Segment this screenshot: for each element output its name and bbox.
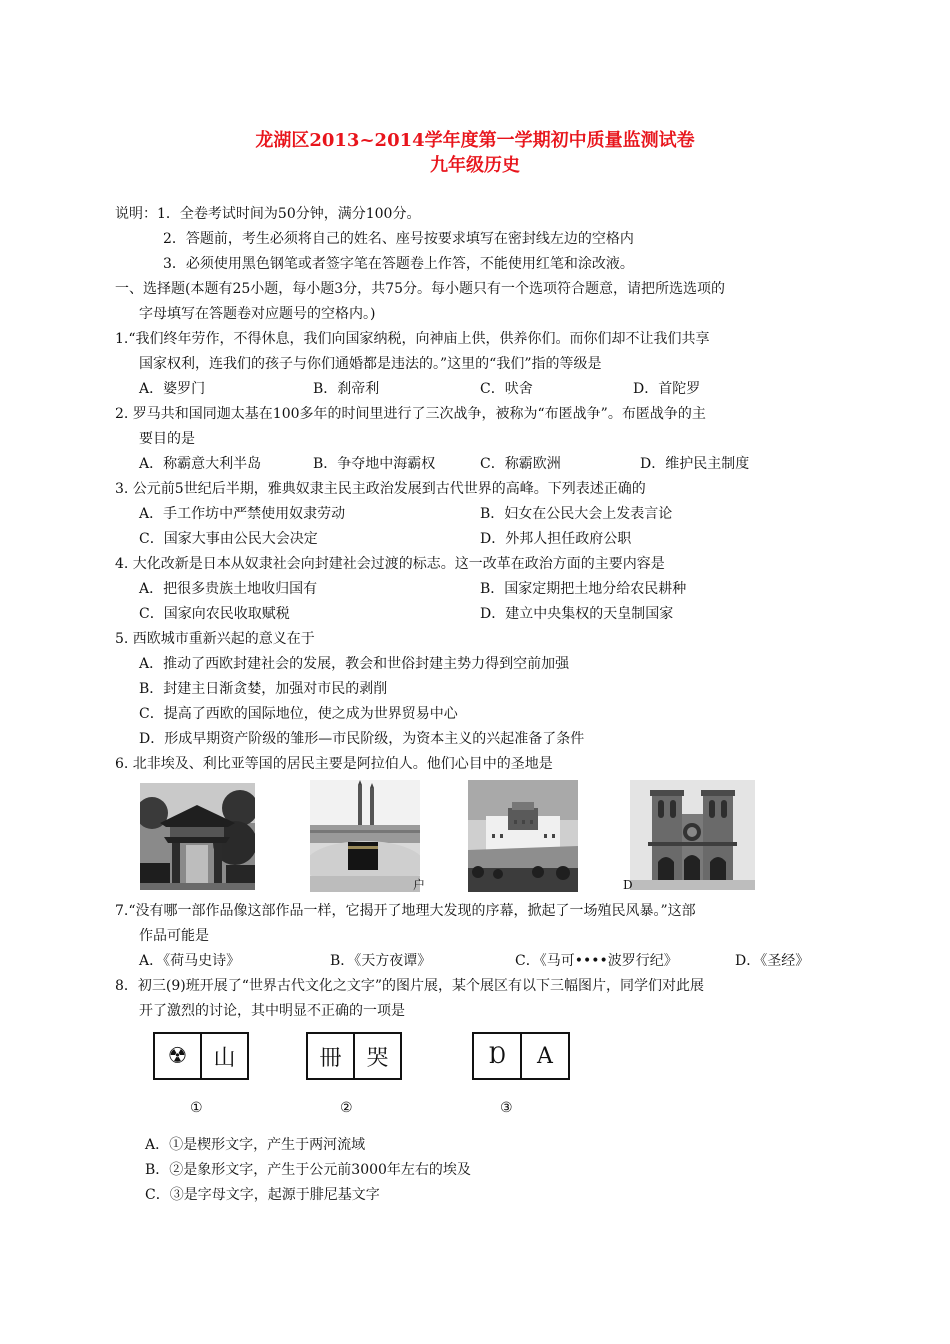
q5-option-c: C．提高了西欧的国际地位，使之成为世界贸易中心 [139, 706, 458, 722]
photo-chinese-archway [140, 783, 255, 890]
q4-option-b: B．国家定期把土地分给农民耕种 [480, 581, 687, 597]
script-sample-1 [153, 1032, 249, 1080]
q3-option-b: B．妇女在公民大会上发表言论 [480, 506, 673, 522]
q7-stem: 7.“没有哪一部作品像这部作品一样，它揭开了地理大发现的序幕，掀起了一场殖民风暴。”这部 [115, 903, 696, 919]
note-1: 说明：1．全卷考试时间为50分钟，满分100分。 [115, 206, 421, 222]
q1-stem-cont: 国家权利，连我们的孩子与你们通婚都是违法的。”这里的“我们”指的等级是 [139, 356, 602, 372]
q1-option-b: B．刹帝利 [313, 381, 380, 397]
q8-stem-cont: 开了激烈的讨论，其中明显不正确的一项是 [139, 1003, 405, 1019]
pic-label-d: D [623, 878, 633, 892]
q2-stem-cont: 要目的是 [139, 431, 195, 447]
q2-stem: 2. 罗马共和国同迦太基在100多年的时间里进行了三次战争，被称为“布匿战争”。布匿战争的主 [115, 406, 706, 422]
q2-option-d: D．维护民主制度 [640, 456, 750, 472]
q1-option-a: A．婆罗门 [139, 381, 206, 397]
photo-potala-palace [468, 780, 578, 892]
q1-option-d: D．首陀罗 [633, 381, 701, 397]
caption-2: ② [340, 1100, 353, 1116]
q8-option-c: C．③是字母文字，起源于腓尼基文字 [145, 1187, 380, 1203]
q2-option-c: C．称霸欧洲 [480, 456, 561, 472]
section-heading-cont: 字母填写在答题卷对应题号的空格内。) [139, 306, 376, 322]
glyph-1a: ☢ [167, 1043, 188, 1069]
q7-option-b: B．《天方夜谭》 [330, 953, 432, 969]
q2-option-a: A．称霸意大利半岛 [139, 456, 262, 472]
exam-subtitle: 九年级历史 [430, 155, 520, 176]
q4-option-a: A．把很多贵族土地收归国有 [139, 581, 318, 597]
q3-option-a: A．手工作坊中严禁使用奴隶劳动 [139, 506, 346, 522]
q5-option-a: A．推动了西欧封建社会的发展，教会和世俗封建主势力得到空前加强 [139, 656, 570, 672]
glyph-3b: A [520, 1034, 568, 1078]
pic-label-fragment: 户 [413, 878, 426, 892]
q8-stem: 8．初三(9)班开展了“世界古代文化之文字”的图片展，某个展区有以下三幅图片，同学们对此展 [115, 978, 705, 994]
glyph-2b: 哭 [353, 1034, 400, 1078]
section-heading: 一、选择题(本题有25小题，每小题3分，共75分。每小题只有一个选项符合题意，请把所选选项的 [115, 281, 725, 297]
q5-option-d: D．形成早期资产阶级的雏形—市民阶级，为资本主义的兴起准备了条件 [139, 731, 585, 747]
q8-option-b: B．②是象形文字，产生于公元前3000年左右的埃及 [145, 1162, 471, 1178]
q1-option-c: C．吠舍 [480, 381, 533, 397]
q3-option-c: C．国家大事由公民大会决定 [139, 531, 318, 547]
photo-notre-dame-cathedral [630, 780, 755, 890]
glyph-1b: 山 [200, 1034, 247, 1078]
q7-option-a: A．《荷马史诗》 [139, 953, 241, 969]
glyph-2a: 冊 [319, 1045, 342, 1071]
q4-option-d: D．建立中央集权的天皇制国家 [480, 606, 674, 622]
q4-stem: 4. 大化改新是日本从奴隶社会向封建社会过渡的标志。这一改革在政治方面的主要内容是 [115, 556, 665, 572]
photo-kaaba-mecca [310, 780, 420, 892]
q7-option-c: C．《马可••••波罗行纪》 [515, 953, 678, 969]
q6-stem: 6. 北非埃及、利比亚等国的居民主要是阿拉伯人。他们心目中的圣地是 [115, 756, 553, 772]
note-3: 3．必须使用黑色钢笔或者签字笔在答题卷上作答，不能使用红笔和涂改液。 [163, 256, 634, 272]
note-2: 2．答题前，考生必须将自己的姓名、座号按要求填写在密封线左边的空格内 [163, 231, 634, 247]
q1-stem: 1.“我们终年劳作，不得休息，我们向国家纳税，向神庙上供，供养你们。而你们却不让我们共享 [115, 331, 710, 347]
script-sample-3 [472, 1032, 570, 1080]
q7-stem-cont: 作品可能是 [139, 928, 209, 944]
caption-3: ③ [500, 1100, 513, 1116]
caption-1: ① [190, 1100, 203, 1116]
exam-title: 龙湖区2013~2014学年度第一学期初中质量监测试卷 [255, 130, 695, 151]
q5-stem: 5. 西欧城市重新兴起的意义在于 [115, 631, 315, 647]
q8-option-a: A．①是楔形文字，产生于两河流域 [145, 1137, 366, 1153]
q3-stem: 3. 公元前5世纪后半期，雅典奴隶主民主政治发展到古代世界的高峰。下列表述正确的 [115, 481, 646, 497]
q5-option-b: B．封建主日渐贪婪，加强对市民的剥削 [139, 681, 388, 697]
q4-option-c: C．国家向农民收取赋税 [139, 606, 290, 622]
q2-option-b: B．争夺地中海霸权 [313, 456, 436, 472]
script-sample-2 [306, 1032, 402, 1080]
q3-option-d: D．外邦人担任政府公职 [480, 531, 632, 547]
glyph-3a: Ɒ [488, 1043, 506, 1069]
q7-option-d: D．《圣经》 [735, 953, 810, 969]
